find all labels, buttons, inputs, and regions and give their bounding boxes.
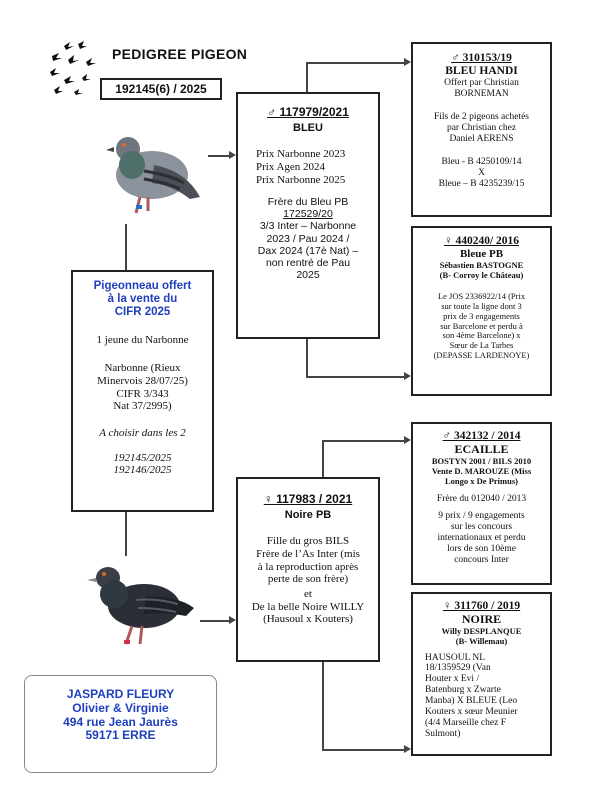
dam-line: Fille du gros BILS: [266, 535, 350, 548]
subject-title-line: Pigeonneau offert: [93, 280, 192, 292]
dd-breeder: [413, 627, 550, 647]
subject-title-line: à la vente du: [107, 293, 178, 306]
ss-offered-line: BORNEMAN: [454, 89, 509, 100]
pigeon-photo-blue-icon: [100, 125, 204, 221]
dam-sire-box: [411, 422, 552, 585]
subject-result-line: Nat 37/2995): [113, 400, 172, 413]
connector-dam-down: [322, 662, 324, 750]
sd-name: Bleue PB: [459, 248, 504, 261]
dd-text-line: (4/4 Marseille chez F: [425, 718, 506, 729]
subject-result-line: CIFR 3/343: [116, 387, 169, 400]
ds-text-line: sur les concours: [450, 522, 513, 533]
owner-line: 494 rue Jean Jaurès: [63, 714, 178, 729]
sd-text-line: sur toute la ligne dont 3: [441, 301, 522, 312]
owner-line: Olivier & Virginie: [72, 700, 169, 715]
connector-dam-down-h: [322, 749, 405, 751]
sire-note: [238, 196, 378, 280]
arrow-to-dam: [229, 616, 236, 624]
dd-text-line: Batenburg x Zwarte: [425, 685, 501, 696]
dd-text-line: 18/1359529 (Van: [425, 663, 491, 674]
sire-note-line: non rentré de Pau: [265, 256, 351, 269]
owner-line: JASPARD FLEURY: [66, 687, 175, 701]
birds-logo-icon: [44, 40, 106, 98]
ring-number-box: [100, 78, 222, 100]
sd-text-line: Sœur de La Tarbes: [449, 340, 514, 351]
ds-breeder-line: Longo x De Primus): [445, 475, 518, 486]
sd-breeder: [413, 261, 550, 281]
dd-breeder-line: Willy DESPLANQUE: [441, 626, 522, 637]
ss-name: BLEU HANDI: [445, 65, 518, 78]
page-title: PEDIGREE PIGEON: [112, 46, 248, 62]
ds-ring: ♂ 342132 / 2014: [442, 430, 521, 442]
ss-parent-line: X: [478, 167, 485, 178]
connector-sire-down-h: [306, 376, 405, 378]
connector-subject-top: [125, 224, 127, 270]
dd-text-line: Sulmont): [425, 729, 461, 739]
ring-number: 192145(6) / 2025: [115, 82, 207, 96]
ss-ring: ♂ 310153/19: [451, 52, 512, 64]
subject-title-line: CIFR 2025: [114, 306, 171, 319]
ss-parent-line: Bleue – B 4235239/15: [438, 178, 525, 189]
sd-ring: ♀ 440240/ 2016: [443, 235, 520, 247]
sire-note-line: 3/3 Inter – Narbonne: [259, 220, 357, 233]
subject-result-line: Minervois 28/07/25): [97, 374, 188, 387]
connector-sire-up: [306, 62, 308, 92]
subject-ring: 192146/2025: [113, 464, 172, 477]
owner-line: 59171 ERRE: [85, 728, 156, 743]
arrow-to-ss: [404, 58, 411, 66]
subject-result-line: Narbonne (Rieux: [104, 362, 181, 375]
arrow-to-sire: [229, 151, 236, 159]
sire-sire-box: [411, 42, 552, 217]
dd-name: NOIRE: [461, 612, 502, 627]
sire-note-line: Dax 2024 (17è Nat) –: [257, 244, 359, 257]
arrow-to-ds: [404, 436, 411, 444]
sire-name: BLEU: [293, 121, 323, 134]
sd-text: [413, 292, 550, 360]
connector-dam-up-h: [322, 440, 405, 442]
dam-dam-box: [411, 592, 552, 756]
arrow-to-dd: [404, 745, 411, 753]
owner-box: [24, 675, 217, 773]
ss-fils: [413, 112, 550, 145]
sire-dam-box: [411, 226, 552, 396]
dd-ring: ♀ 311760 / 2019: [442, 600, 521, 612]
sire-note-line: 2025: [296, 268, 320, 281]
ds-name: ECAILLE: [454, 442, 509, 457]
sire-prize: Prix Narbonne 2023: [256, 148, 346, 161]
sire-note-line: 2023 / Pau 2024 /: [266, 232, 350, 245]
ds-text: [413, 511, 550, 566]
dd-text-line: Houter x Evi /: [425, 674, 480, 685]
sd-breeder-line: (B- Corroy le Château): [439, 269, 524, 280]
ss-offered-line: Offert par Christian: [444, 78, 519, 89]
dam-line: et: [304, 588, 312, 600]
ss-parents: [413, 157, 550, 190]
ds-text-line: lors de son 10ème: [447, 544, 516, 554]
subject-results: [73, 362, 212, 413]
subject-choice: A choisir dans les 2: [99, 426, 186, 439]
subject-box: [71, 270, 214, 512]
connector-sire-down: [306, 339, 308, 377]
dam-line: De la belle Noire WILLY: [251, 600, 365, 613]
ss-fils-line: Daniel AERENS: [449, 134, 514, 145]
dam-text: [238, 535, 378, 625]
ds-breeder-line: BOSTYN 2001 / BILS 2010: [431, 456, 532, 467]
dam-line: Frère de l’As Inter (mis: [256, 548, 360, 561]
sire-box: [236, 92, 380, 339]
ss-fils-line: Fils de 2 pigeons achetés: [434, 112, 529, 123]
sd-text-line: Le JOS 2336922/14 (Prix: [437, 291, 526, 302]
sd-breeder-line: Sébastien BASTOGNE: [439, 259, 524, 270]
ss-offered: [413, 78, 550, 100]
ds-text-line: concours Inter: [454, 554, 509, 565]
sd-text-line: prix de 3 engagements: [443, 310, 520, 321]
dd-text-line: Kouters x sœur Meunier: [425, 707, 518, 718]
connector-sire-up-h: [306, 62, 405, 64]
subject-title: [73, 280, 212, 320]
connector-to-sire: [208, 155, 230, 157]
sire-note-line: Frère du Bleu PB: [267, 196, 349, 209]
ds-breeder-line: Vente D. MAROUZE (Miss: [431, 465, 532, 476]
ds-breeder: [413, 457, 550, 486]
sire-note-line: 172529/20: [283, 208, 333, 221]
sd-text-line: (DEPASSE LARDENOYE): [433, 349, 530, 360]
subject-ring: 192145/2025: [113, 451, 172, 464]
sire-prize: Prix Agen 2024: [256, 161, 326, 174]
ss-parent-line: Bleu - B 4250109/14: [441, 157, 522, 168]
connector-subject-bottom: [125, 512, 127, 556]
subject-line1: 1 jeune du Narbonne: [96, 333, 189, 346]
connector-to-dam: [200, 620, 230, 622]
dam-name: Noire PB: [284, 508, 332, 521]
dam-line: perte de son frère): [267, 573, 349, 586]
dam-line: à la reproduction après: [257, 560, 359, 573]
ds-text-line: 9 prix / 9 engagements: [438, 511, 525, 522]
ss-fils-line: par Christian chez: [446, 123, 517, 134]
ds-frere: Frère du 012040 / 2013: [436, 494, 527, 505]
dam-line: (Hausoul x Kouters): [263, 613, 353, 626]
sire-prize: Prix Narbonne 2025: [256, 173, 346, 186]
sire-prizes: [238, 148, 378, 186]
pigeon-photo-dark-icon: [86, 556, 196, 656]
dam-ring: ♀ 117983 / 2021: [263, 492, 353, 506]
sire-ring: ♂ 117979/2021: [267, 105, 349, 119]
dd-text-line: Manba) X BLEUE (Leo: [425, 696, 518, 707]
dd-text-line: HAUSOUL NL: [425, 652, 486, 663]
sd-text-line: sur Barcelone et perdu à: [440, 320, 523, 331]
arrow-to-sd: [404, 372, 411, 380]
subject-rings: [73, 452, 212, 477]
dd-breeder-line: (B- Willemau): [455, 635, 508, 646]
ds-text-line: internationaux et perdu: [437, 533, 526, 544]
connector-dam-up: [322, 440, 324, 477]
dd-text: [413, 653, 550, 740]
sd-text-line: son 4ème Barcelone) x: [442, 330, 521, 341]
dam-box: [236, 477, 380, 662]
